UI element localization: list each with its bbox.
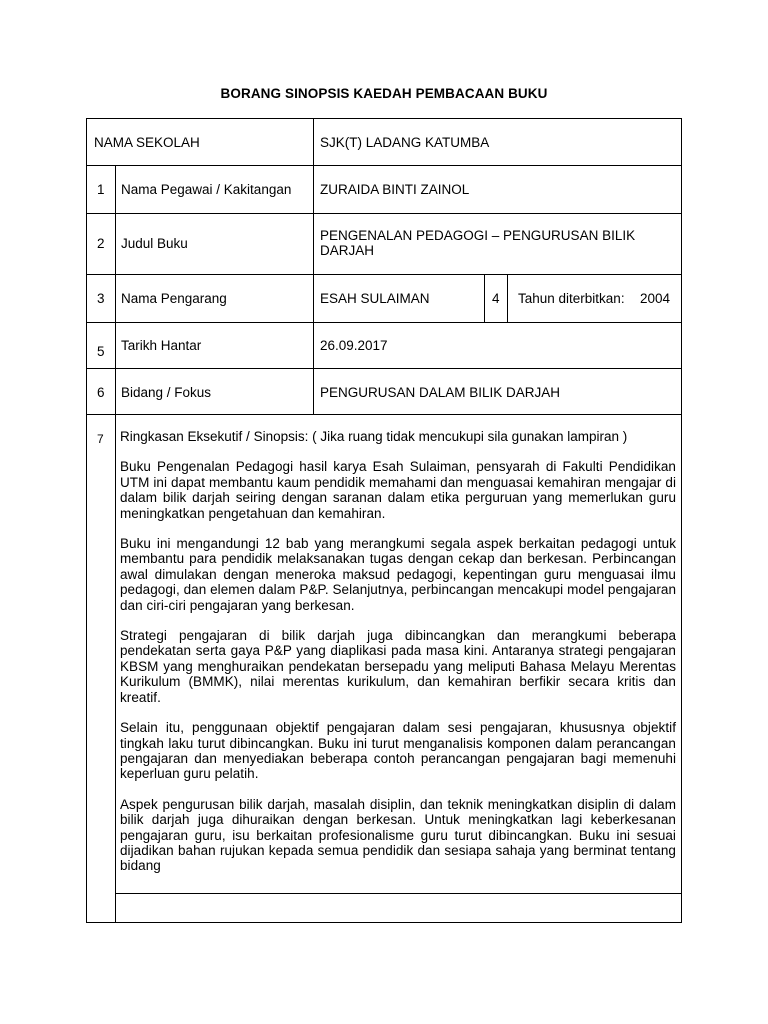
synopsis-section	[120, 429, 676, 889]
inner-bottom-divider	[115, 893, 681, 894]
year-label-divider	[507, 274, 508, 322]
row-number-6: 6	[97, 385, 105, 400]
focus-value: PENGURUSAN DALAM BILIK DARJAH	[320, 385, 561, 400]
author-value: ESAH SULAIMAN	[320, 291, 430, 306]
submit-date-label: Tarikh Hantar	[121, 338, 202, 353]
officer-value: ZURAIDA BINTI ZAINOL	[320, 182, 470, 197]
book-title-label: Judul Buku	[121, 236, 188, 251]
row-number-7: 7	[97, 432, 104, 446]
row-divider	[87, 165, 681, 166]
row-divider	[87, 322, 681, 323]
row-number-2: 2	[97, 236, 105, 251]
row-number-1: 1	[97, 182, 105, 197]
row-number-4: 4	[492, 291, 500, 306]
number-column-divider	[115, 165, 116, 922]
synopsis-paragraph-4: Selain itu, penggunaan objektif pengajaran dalam sesi pengajaran, khususnya objektif tingkah laku turut dibincangkan. Buku ini turut menganalisis komponen dalam perancangan pengajaran dan menyediakan beberapa contoh perancangan pengajaran bagi memenuhi keperluan guru pelatih.	[120, 720, 676, 782]
synopsis-paragraph-1: Buku Pengenalan Pedagogi hasil karya Esah Sulaiman, pensyarah di Fakulti Pendidikan UTM ini dapat membantu kaum pendidik memahami dan menguasai kemahiran mengajar di dalam bilik darjah seiring dengan saranan dalam etika perguruan yang memerlukan guru meningkatkan pengetahuan dan kemahiran.	[120, 459, 676, 521]
synopsis-form-table	[86, 118, 682, 923]
row-divider	[87, 274, 681, 275]
publish-year-value: 2004	[640, 291, 671, 306]
publish-year-label: Tahun diterbitkan:	[518, 291, 625, 306]
year-number-divider	[484, 274, 485, 322]
row-divider	[87, 213, 681, 214]
focus-label: Bidang / Fokus	[121, 385, 212, 400]
submit-date-value: 26.09.2017	[320, 338, 388, 353]
synopsis-heading: Ringkasan Eksekutif / Sinopsis: ( Jika ruang tidak mencukupi sila gunakan lampiran )	[120, 429, 628, 444]
school-label: NAMA SEKOLAH	[94, 135, 200, 150]
form-title: BORANG SINOPSIS KAEDAH PEMBACAAN BUKU	[220, 86, 548, 101]
synopsis-paragraph-3: Strategi pengajaran di bilik darjah juga dibincangkan dan merangkumi beberapa pendekatan serta gaya P&P yang diaplikasi pada masa kini. Antaranya strategi pengajaran KBSM yang menghuraikan pendekatan bersepadu yang meliputi Bahasa Melayu Merentas Kurikulum (BMMK), nilai merentas kurikulum, dan kemahiran berfikir secara kritis dan kreatif.	[120, 628, 676, 705]
author-label: Nama Pengarang	[121, 291, 227, 306]
school-value: SJK(T) LADANG KATUMBA	[320, 135, 490, 150]
officer-label: Nama Pegawai / Kakitangan	[121, 182, 292, 197]
row-divider	[87, 414, 681, 415]
book-title-value: PENGENALAN PEDAGOGI – PENGURUSAN BILIK DARJAH	[320, 228, 636, 258]
value-column-divider	[313, 119, 314, 414]
row-divider	[87, 368, 681, 369]
row-number-5: 5	[97, 344, 105, 359]
synopsis-paragraph-2: Buku ini mengandungi 12 bab yang merangkumi segala aspek berkaitan pedagogi untuk membantu para pendidik melaksanakan tugas dengan cekap dan berkesan. Perbincangan awal dimulakan dengan meneroka maksud pedagogi, kepentingan guru menguasai ilmu pedagogi, dan elemen dalam P&P. Selanjutnya, perbincangan mencakupi model pengajaran dan ciri-ciri pengajaran yang berkesan.	[120, 536, 676, 613]
row-number-3: 3	[97, 291, 105, 306]
synopsis-paragraph-5: Aspek pengurusan bilik darjah, masalah disiplin, dan teknik meningkatkan disiplin di dalam bilik darjah juga dihuraikan dengan berkesan. Untuk meningkatkan lagi keberkesanan pengajaran guru, isu berkaitan profesionalisme guru turut dibincangkan. Buku ini sesuai dijadikan bahan rujukan kepada semua pendidik dan sesiapa sahaja yang berminat tentang bidang	[120, 796, 676, 874]
